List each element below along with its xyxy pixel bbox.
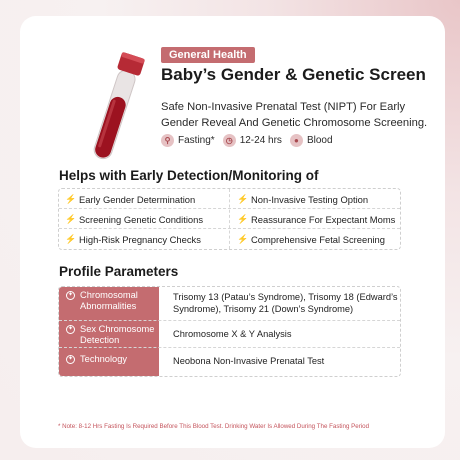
- bolt-icon: ⚡: [237, 193, 249, 204]
- meta-turnaround: [223, 134, 282, 147]
- bolt-icon: ⚡: [237, 213, 249, 224]
- list-item: [65, 189, 195, 209]
- detection-row: [59, 189, 400, 209]
- chromosome-icon: ✦: [67, 326, 74, 332]
- bolt-icon: ⚡: [65, 233, 77, 244]
- list-item-label: Non-Invasive Testing Option: [251, 193, 369, 205]
- list-item-label: High-Risk Pregnancy Checks: [79, 233, 201, 245]
- fasting-note: * Note: 8-12 Hrs Fasting Is Required Before This Blood Test. Drinking Water Is Allowed During The Fasting Period: [58, 423, 370, 430]
- list-item: [237, 209, 395, 229]
- meta-fasting: [161, 134, 215, 147]
- list-item: [65, 209, 203, 229]
- parameter-label: [66, 354, 158, 365]
- list-item-label: Reassurance For Expectant Moms: [251, 213, 396, 225]
- parameter-value: Trisomy 13 (Patau’s Syndrome), Trisomy 18 (Edward’s Syndrome), Trisomy 21 (Down’s Syndrome): [173, 292, 398, 314]
- test-tube-icon: [90, 45, 146, 163]
- parameter-label: [66, 290, 158, 312]
- meta-sample: [290, 134, 333, 147]
- parameter-label-text: Technology: [80, 354, 128, 364]
- list-item: [237, 229, 385, 249]
- test-description: Safe Non-Invasive Prenatal Test (NIPT) For Early Gender Reveal And Genetic Chromosome Screening.: [161, 101, 428, 129]
- meta-label: Fasting*: [178, 135, 215, 146]
- detection-grid: [58, 188, 401, 250]
- detection-heading: Helps with Early Detection/Monitoring of: [59, 168, 319, 183]
- page-title: Baby’s Gender & Genetic Screen: [161, 65, 426, 84]
- blood-icon: ●: [290, 134, 303, 147]
- list-item: [237, 189, 368, 209]
- profile-parameters-table: [58, 286, 401, 377]
- list-item: [65, 229, 201, 249]
- parameter-label: [66, 324, 158, 346]
- test-meta: [161, 134, 333, 147]
- list-item-label: Screening Genetic Conditions: [79, 213, 204, 225]
- parameter-label-text: Chromosomal Abnormalities: [80, 290, 138, 311]
- dna-icon: ✦: [67, 292, 74, 298]
- technology-icon: ✦: [67, 356, 74, 362]
- table-row: [59, 287, 400, 321]
- clock-icon: ◷: [223, 134, 236, 147]
- fasting-icon: ⚲: [161, 134, 174, 147]
- category-badge: General Health: [161, 47, 255, 63]
- table-row: [59, 348, 400, 377]
- meta-label: Blood: [306, 135, 333, 146]
- profile-heading: Profile Parameters: [59, 264, 179, 279]
- detection-row: [59, 209, 400, 229]
- meta-label: 12-24 hrs: [239, 135, 282, 146]
- detection-row: [59, 229, 400, 249]
- bolt-icon: ⚡: [65, 193, 77, 204]
- list-item-label: Comprehensive Fetal Screening: [251, 233, 385, 245]
- parameter-value: Chromosome X & Y Analysis: [173, 329, 292, 339]
- parameter-value: Neobona Non-Invasive Prenatal Test: [173, 356, 325, 366]
- parameter-label-text: Sex Chromosome Detection: [80, 324, 155, 345]
- bolt-icon: ⚡: [237, 233, 249, 244]
- table-row: [59, 321, 400, 348]
- bolt-icon: ⚡: [65, 213, 77, 224]
- list-item-label: Early Gender Determination: [79, 193, 196, 205]
